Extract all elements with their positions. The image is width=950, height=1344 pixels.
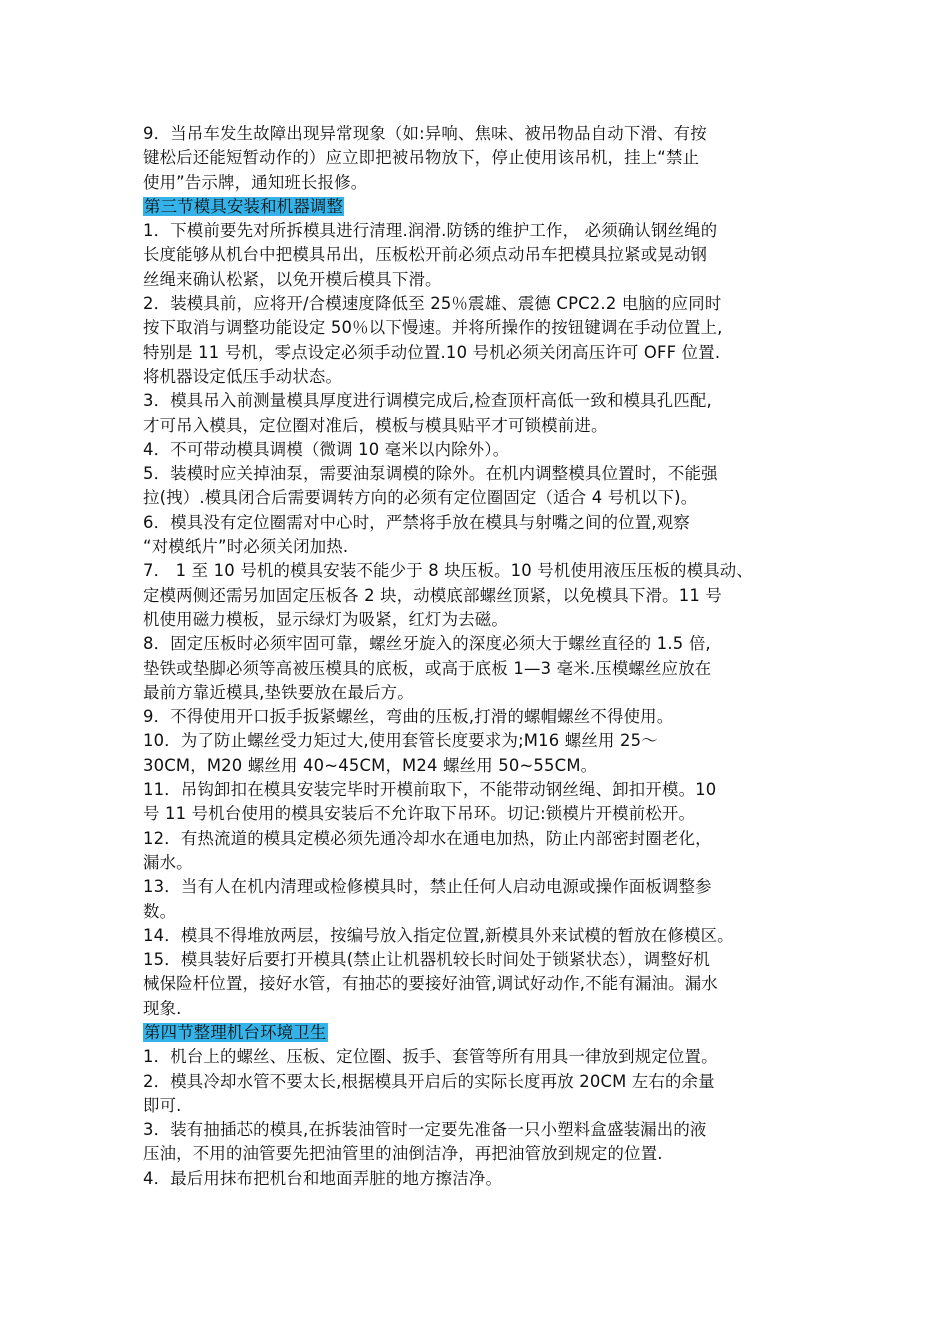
text-line: 3．装有抽插芯的模具,在拆装油管时一定要先准备一只小塑料盒盛装漏出的液 — [143, 1120, 707, 1140]
text-line: 12．有热流道的模具定模必须先通冷却水在通电加热，防止内部密封圈老化， — [143, 828, 712, 848]
text-line: 9．不得使用开口扳手扳紧螺丝，弯曲的压板,打滑的螺帽螺丝不得使用。 — [143, 707, 674, 727]
text-line: 2．装模具前，应将开/合模速度降低至 25％震雄、震德 CPC2.2 电脑的应同时 — [143, 294, 722, 314]
section-heading-4 — [143, 1021, 823, 1045]
text-line: 7． 1 至 10 号机的模具安装不能少于 8 块压板。10 号机使用液压压板的模具动、 — [143, 561, 753, 581]
text-line: 3．模具吊入前测量模具厚度进行调模完成后,检查顶杆高低一致和模具孔匹配, — [143, 391, 712, 411]
text-line: 30CM，M20 螺丝用 40~45CM，M24 螺丝用 50~55CM。 — [143, 755, 598, 775]
section-heading-3 — [143, 195, 823, 219]
text-line: 4．不可带动模具调模（微调 10 毫米以内除外）。 — [143, 439, 510, 459]
text-line: 键松后还能短暂动作的）应立即把被吊物放下，停止使用该吊机，挂上“禁止 — [143, 148, 700, 168]
text-line: 将机器设定低压手动状态。 — [143, 366, 343, 386]
section-heading-3-text: 第三节模具安装和机器调整 — [144, 196, 344, 216]
text-line: 使用”告示牌，通知班长报修。 — [143, 172, 368, 192]
text-line: 数。 — [143, 901, 177, 921]
text-line: 1．下模前要先对所拆模具进行清理.润滑.防锈的维护工作， 必须确认钢丝绳的 — [143, 221, 718, 241]
text-line: 长度能够从机台中把模具吊出，压板松开前必须点动吊车把模具拉紧或晃动钢 — [143, 245, 708, 265]
section-heading-4-text: 第四节整理机台环境卫生 — [144, 1022, 327, 1042]
text-line: 9．当吊车发生故障出现异常现象（如:异响、焦味、被吊物品自动下滑、有按 — [143, 124, 707, 143]
text-line: 11．吊钩卸扣在模具安装完毕时开模前取下，不能带动钢丝绳、卸扣开模。10 — [143, 780, 717, 800]
text-line: 垫铁或垫脚必须等高被压模具的底板，或高于底板 1—3 毫米.压模螺丝应放在 — [143, 658, 712, 678]
document-body — [143, 122, 823, 1191]
text-line: 1．机台上的螺丝、压板、定位圈、扳手、套管等所有用具一律放到规定位置。 — [143, 1047, 718, 1067]
text-line: 特别是 11 号机，零点设定必须手动位置.10 号机必须关闭高压许可 OFF 位置. — [143, 342, 721, 362]
text-line: 机使用磁力模板，显示绿灯为吸紧，红灯为去磁。 — [143, 609, 508, 629]
text-line: 即可. — [143, 1095, 182, 1115]
text-line: 压油，不用的油管要先把油管里的油倒洁净，再把油管放到规定的位置. — [143, 1144, 663, 1164]
text-line: 5．装模时应关掉油泵，需要油泵调模的除外。在机内调整模具位置时，不能强 — [143, 464, 718, 484]
text-line: 4．最后用抹布把机台和地面弄脏的地方擦洁净。 — [143, 1168, 503, 1188]
text-line: 械保险杆位置，接好水管，有抽芯的要接好油管,调试好动作,不能有漏油。漏水 — [143, 974, 718, 994]
text-line: 8．固定压板时必须牢固可靠，螺丝牙旋入的深度必须大于螺丝直径的 1.5 倍, — [143, 634, 711, 654]
text-line: 15．模具装好后要打开模具(禁止让机器机较长时间处于锁紧状态），调整好机 — [143, 950, 711, 970]
text-line: 拉(拽）.模具闭合后需要调转方向的必须有定位圈固定（适合 4 号机以下)。 — [143, 488, 698, 508]
text-line: 现象. — [143, 998, 182, 1018]
text-line: 最前方靠近模具,垫铁要放在最后方。 — [143, 682, 414, 702]
text-line: 丝绳来确认松紧，以免开模后模具下滑。 — [143, 269, 442, 289]
text-line: 按下取消与调整功能设定 50％以下慢速。并将所操作的按钮键调在手动位置上, — [143, 318, 723, 338]
text-line: “对模纸片”时必须关闭加热. — [143, 537, 349, 557]
text-line: 才可吊入模具，定位圈对准后，模板与模具贴平才可锁模前进。 — [143, 415, 608, 435]
text-line: 号 11 号机台使用的模具安装后不允许取下吊环。切记:锁模片开模前松开。 — [143, 804, 696, 824]
text-line: 6．模具没有定位圈需对中心时，严禁将手放在模具与射嘴之间的位置,观察 — [143, 512, 690, 532]
text-line: 定模两侧还需另加固定压板各 2 块，动模底部螺丝顶紧，以免模具下滑。11 号 — [143, 585, 723, 605]
text-line: 10．为了防止螺丝受力矩过大,使用套管长度要求为;M16 螺丝用 25～ — [143, 731, 658, 751]
text-line: 漏水。 — [143, 852, 193, 872]
text-line: 2．模具冷却水管不要太长,根据模具开启后的实际长度再放 20CM 左右的余量 — [143, 1071, 715, 1091]
text-line: 13．当有人在机内清理或检修模具时，禁止任何人启动电源或操作面板调整参 — [143, 877, 712, 897]
text-line: 14．模具不得堆放两层，按编号放入指定位置,新模具外来试模的暂放在修模区。 — [143, 925, 734, 945]
